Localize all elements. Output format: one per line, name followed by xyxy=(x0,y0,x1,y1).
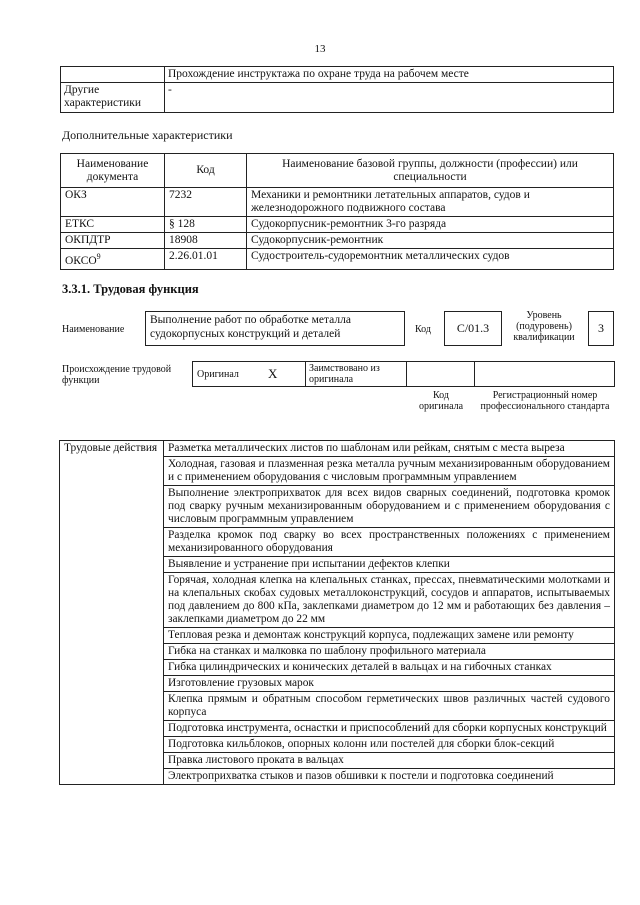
page-number: 13 xyxy=(314,43,326,55)
header-document: Наименование документа xyxy=(61,154,165,188)
table-header-row xyxy=(61,154,614,188)
name-label: Наименование xyxy=(62,324,125,335)
row-code: 7232 xyxy=(165,188,247,217)
labor-action-item: Тепловая резка и демонтаж конструкций корпуса, подлежащих замене или ремонту xyxy=(164,628,615,644)
original-mark: X xyxy=(268,366,278,381)
labor-action-item: Разделка кромок под сварку во всех пространственных положениях с применением механизированного оборудования xyxy=(164,528,615,557)
labor-actions-table xyxy=(59,440,615,785)
labor-action-item: Гибка на станках и малковка по шаблону профильного материала xyxy=(164,644,615,660)
table-row xyxy=(61,233,614,249)
row-name: Судокорпусник-ремонтник xyxy=(247,233,614,249)
row-code: 18908 xyxy=(165,233,247,249)
original-code-box xyxy=(406,361,475,387)
footnote-mark: 9 xyxy=(96,252,101,261)
row-code: 2.26.01.01 xyxy=(165,249,247,270)
origin-label: Происхождение трудовой функции xyxy=(62,364,172,386)
labor-action-item: Выявление и устранение при испытании дефектов клепки xyxy=(164,557,615,573)
row-document xyxy=(61,249,165,270)
labor-action-item: Подготовка кильблоков, опорных колонн или постелей для сборки блок-секций xyxy=(164,737,615,753)
code-label: Код xyxy=(415,324,431,335)
row-document: ЕТКС xyxy=(61,217,165,233)
labor-action-item: Разметка металлических листов по шаблонам или рейкам, снятым с места выреза xyxy=(164,441,615,457)
level-value-box: 3 xyxy=(588,311,614,346)
registration-number-caption: Регистрационный номер профессионального стандарта xyxy=(480,390,610,412)
instruction-cell: Прохождение инструктажа по охране труда на рабочем месте xyxy=(165,67,614,83)
labor-action-item: Правка листового проката в вальцах xyxy=(164,753,615,769)
row-code: § 128 xyxy=(165,217,247,233)
row-name: Судостроитель-судоремонтник металлических судов xyxy=(247,249,614,270)
registration-number-box xyxy=(474,361,615,387)
labor-action-item: Клепка прямым и обратным способом герметических швов различных частей судового корпуса xyxy=(164,692,615,721)
header-name: Наименование базовой группы, должности (профессии) или специальности xyxy=(247,154,614,188)
function-name-box: Выполнение работ по обработке металла судокорпусных конструкций и деталей xyxy=(145,311,405,346)
other-characteristics-label: Другие характеристики xyxy=(61,83,165,113)
table-row xyxy=(61,217,614,233)
labor-action-item: Изготовление грузовых марок xyxy=(164,676,615,692)
top-characteristics-table xyxy=(60,66,614,113)
labor-actions-label: Трудовые действия xyxy=(60,441,164,785)
borrowed-box: Заимствовано из оригинала xyxy=(305,361,407,387)
other-characteristics-value: - xyxy=(165,83,614,113)
row-name: Механики и ремонтники летательных аппаратов, судов и железнодорожного подвижного состава xyxy=(247,188,614,217)
row-document-text: ОКСО xyxy=(65,254,97,267)
empty-cell xyxy=(61,67,165,83)
labor-action-item: Подготовка инструмента, оснастки и приспособлений для сборки корпусных конструкций xyxy=(164,721,615,737)
table-row xyxy=(61,249,614,270)
additional-characteristics-title: Дополнительные характеристики xyxy=(62,128,233,142)
header-code: Код xyxy=(165,154,247,188)
labor-action-item: Холодная, газовая и плазменная резка металла ручным механизированным оборудованием и с применением оборудования с числовым программным управлением xyxy=(164,457,615,486)
original-label: Оригинал xyxy=(197,369,239,380)
level-label: Уровень (подуровень) квалификации xyxy=(513,310,575,343)
labor-action-item: Горячая, холодная клепка на клепальных станках, прессах, пневматическими молотками и на клепальных скобах судовых металлоконструкций, сосудов и аппаратов, испытываемых под давлением до 800 кПа, заклепками диаметром до 12 мм и работающих без давления – заклепками диаметром до 22 мм xyxy=(164,573,615,628)
row-name: Судокорпусник-ремонтник 3-го разряда xyxy=(247,217,614,233)
table-row xyxy=(60,441,615,457)
labor-action-item: Выполнение электроприхваток для всех видов сварных соединений, подготовка кромок под сварку ручным механизированным оборудованием и с применением оборудования с числовым программным управлением xyxy=(164,486,615,528)
row-document: ОКПДТР xyxy=(61,233,165,249)
labor-action-item: Гибка цилиндрических и конических деталей в вальцах и на гибочных станках xyxy=(164,660,615,676)
function-heading: 3.3.1. Трудовая функция xyxy=(62,282,199,296)
original-code-caption: Код оригинала xyxy=(418,390,464,412)
labor-action-item: Электроприхватка стыков и пазов обшивки к постели и подготовка соединений xyxy=(164,769,615,785)
function-code-box: С/01.3 xyxy=(444,311,502,346)
row-document: ОКЗ xyxy=(61,188,165,217)
table-row xyxy=(61,188,614,217)
original-box xyxy=(192,361,306,387)
additional-characteristics-table xyxy=(60,153,614,270)
